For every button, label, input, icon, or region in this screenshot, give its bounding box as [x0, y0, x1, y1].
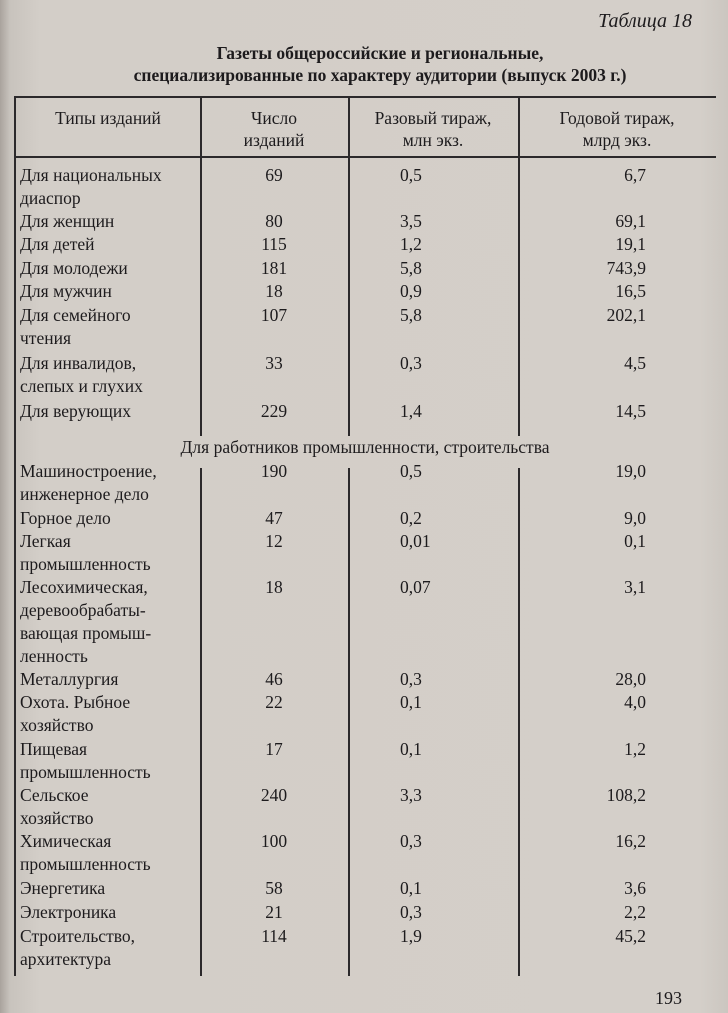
row-type-line: Для семейного	[20, 305, 131, 325]
row-annual-run: 743,9	[606, 258, 646, 278]
row-type-line: Для женщин	[20, 211, 115, 231]
row-count: 47	[265, 508, 283, 528]
row-type-line: Для инвалидов,	[20, 353, 137, 373]
row-type-line: Сельское	[20, 785, 89, 805]
header-count	[200, 107, 348, 151]
row-type-line: Лесохимическая,	[20, 577, 148, 597]
row-annual-run: 202,1	[606, 305, 646, 325]
table-top-border	[14, 96, 716, 98]
row-annual-run: 1,2	[624, 739, 646, 759]
row-type-line: Для детей	[20, 234, 95, 254]
row-type-line: вающая промыш-	[20, 623, 152, 643]
data-table	[14, 96, 716, 976]
row-count: 22	[265, 692, 283, 712]
row-annual-run: 69,1	[615, 211, 646, 231]
row-count: 107	[260, 305, 288, 325]
row-annual-run: 28,0	[615, 669, 646, 689]
header-annual-run	[518, 107, 716, 151]
row-count: 240	[260, 785, 288, 805]
row-type-line: Пищевая	[20, 739, 88, 759]
row-annual-run: 2,2	[624, 902, 646, 922]
row-annual-run: 4,0	[624, 692, 646, 712]
row-annual-run: 0,1	[624, 531, 646, 551]
row-single-run: 1,4	[400, 401, 422, 421]
row-count: 80	[265, 211, 283, 231]
row-type-line: Химическая	[20, 831, 112, 851]
row-type-line: Горное дело	[20, 508, 111, 528]
row-single-run: 0,5	[400, 461, 422, 481]
row-type-line: Легкая	[20, 531, 71, 551]
row-single-run: 0,9	[400, 281, 422, 301]
row-single-run: 1,9	[400, 926, 422, 946]
row-count: 115	[261, 234, 287, 254]
row-type-line: Энергетика	[20, 878, 106, 898]
row-type-line: Охота. Рыбное	[20, 692, 131, 712]
page-number: 193	[655, 988, 682, 1008]
row-count: 100	[260, 831, 288, 851]
row-count: 12	[265, 531, 283, 551]
row-single-run: 0,3	[400, 831, 422, 851]
row-single-run: 0,3	[400, 902, 422, 922]
table-title-line-1: Газеты общероссийские и региональные,	[216, 43, 544, 63]
row-type-line: диаспор	[20, 188, 81, 208]
row-single-run: 0,01	[400, 531, 431, 551]
row-single-run: 5,8	[400, 305, 422, 325]
row-count: 33	[265, 353, 283, 373]
row-single-run: 0,3	[400, 353, 422, 373]
row-count: 21	[265, 902, 283, 922]
row-count: 17	[265, 739, 283, 759]
row-single-run: 0,5	[400, 165, 422, 185]
row-single-run: 0,1	[400, 739, 422, 759]
section-heading: Для работников промышленности, строительства	[180, 437, 550, 457]
row-single-run: 5,8	[400, 258, 422, 278]
row-count: 114	[261, 926, 287, 946]
row-annual-run: 19,0	[615, 461, 646, 481]
header-type	[18, 107, 198, 129]
table-title-line-2: специализированные по характеру аудитории (выпуск 2003 г.)	[133, 65, 627, 85]
row-count: 190	[260, 461, 288, 481]
row-type-line: инженерное дело	[20, 484, 149, 504]
row-type-line: Для молодежи	[20, 258, 128, 278]
row-count: 18	[265, 577, 283, 597]
header-type-text: Типы изданий	[55, 108, 161, 128]
row-count: 69	[265, 165, 283, 185]
row-single-run: 0,1	[400, 692, 422, 712]
row-type-line: Для мужчин	[20, 281, 112, 301]
row-single-run: 1,2	[400, 234, 422, 254]
row-type-line: слепых и глухих	[20, 376, 143, 396]
row-type-line: Машиностроение,	[20, 461, 157, 481]
row-annual-run: 3,1	[624, 577, 646, 597]
row-annual-run: 45,2	[615, 926, 646, 946]
table-label: Таблица 18	[598, 10, 692, 32]
row-single-run: 3,5	[400, 211, 422, 231]
header-single-run-line-1: Разовый тираж,	[374, 108, 492, 128]
row-single-run: 0,1	[400, 878, 422, 898]
row-count: 18	[265, 281, 283, 301]
row-type-line: промышленность	[20, 554, 151, 574]
row-count: 181	[260, 258, 288, 278]
row-type-line: Металлургия	[20, 669, 119, 689]
row-type-line: Для национальных	[20, 165, 162, 185]
header-annual-run-line-1: Годовой тираж,	[559, 108, 675, 128]
row-type-line: ленность	[20, 646, 88, 666]
row-single-run: 0,3	[400, 669, 422, 689]
row-annual-run: 3,6	[624, 878, 646, 898]
row-type-line: Строительство,	[20, 926, 135, 946]
header-single-run	[348, 107, 518, 151]
row-count: 46	[265, 669, 283, 689]
header-count-line-2: изданий	[243, 130, 305, 150]
header-annual-run-line-2: млрд экз.	[582, 130, 652, 150]
row-count: 58	[265, 878, 283, 898]
row-type-line: деревообрабаты-	[20, 600, 146, 620]
row-annual-run: 19,1	[615, 234, 646, 254]
row-annual-run: 6,7	[624, 165, 646, 185]
row-annual-run: 108,2	[606, 785, 646, 805]
row-type-line: Электроника	[20, 902, 117, 922]
row-annual-run: 14,5	[615, 401, 646, 421]
row-type-line: Для верующих	[20, 401, 131, 421]
row-type-line: хозяйство	[20, 715, 94, 735]
table-left-border	[14, 96, 16, 976]
row-type-line: чтения	[20, 328, 71, 348]
row-annual-run: 4,5	[624, 353, 646, 373]
row-single-run: 0,2	[400, 508, 422, 528]
row-type-line: промышленность	[20, 854, 151, 874]
row-single-run: 3,3	[400, 785, 422, 805]
row-type-line: промышленность	[20, 762, 151, 782]
row-count: 229	[260, 401, 288, 421]
row-single-run: 0,07	[400, 577, 431, 597]
row-annual-run: 16,2	[615, 831, 646, 851]
row-annual-run: 16,5	[615, 281, 646, 301]
row-annual-run: 9,0	[624, 508, 646, 528]
row-type-line: архитектура	[20, 949, 112, 969]
row-type-line: хозяйство	[20, 808, 94, 828]
header-count-line-1: Число	[251, 108, 297, 128]
header-single-run-line-2: млн экз.	[402, 130, 464, 150]
table-header-divider	[14, 156, 716, 158]
